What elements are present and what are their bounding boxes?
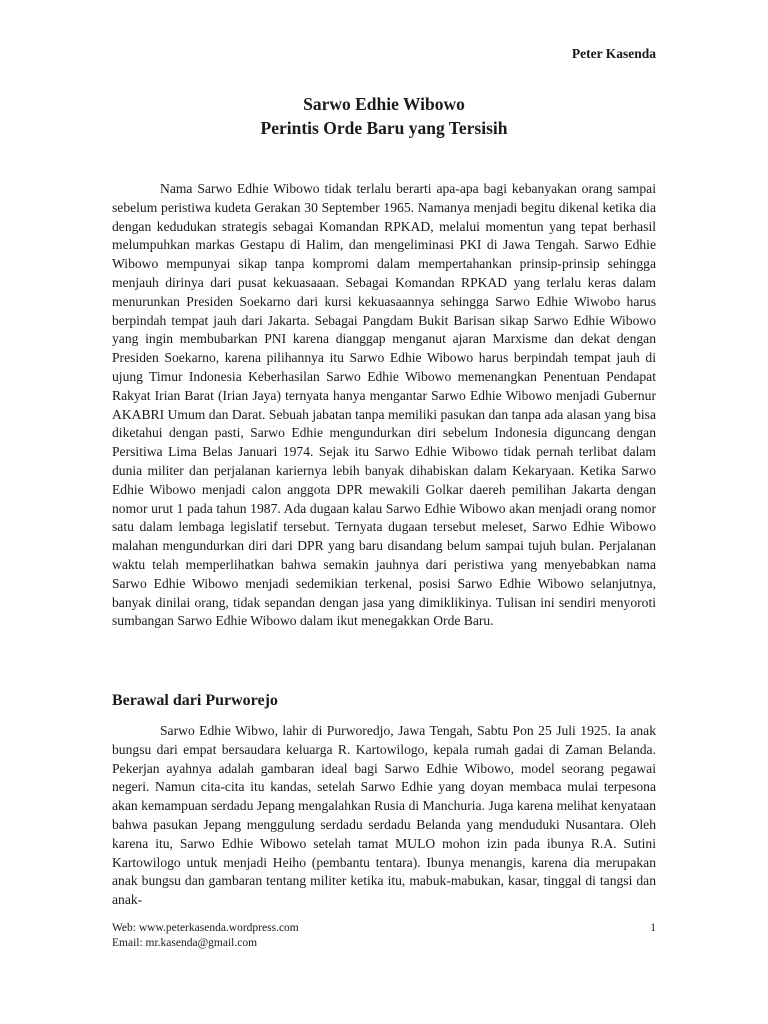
- section-paragraph: Sarwo Edhie Wibwo, lahir di Purworedjo, Jawa Tengah, Sabtu Pon 25 Juli 1925. Ia anak bungsu dari empat bersaudara keluarga R. Kartowilogo, kepala rumah gadai di Zaman Belanda. Pekerjan ayahnya adalah gambaran ideal bagi Sarwo Edhie Wibowo, model seorang pegawai negeri. Namun cita-cita itu kandas, setelah Sarwo Edhie yang doyan membaca mulai terpesona akan kemampuan serdadu Jepang mengalahkan Rusia di Manchuria. Juga karena melihat kenyataan bahwa pasukan Jepang menggulung serdadu serdadu Belanda yang menduduki Nusantara. Oleh karena itu, Sarwo Edhie Wibowo setelah tamat MULO mohon izin pada ibunya R.A. Sutini Kartowilogo untuk menjadi Heiho (pembantu tentara). Ibunya menangis, karena dia merupakan anak bungsu dan gambaran tentang militer ketika itu, mabuk-mabukan, kasar, tinggal di tangsi dan anak-: [112, 723, 656, 908]
- footer-email: Email: mr.kasenda@gmail.com: [112, 937, 258, 949]
- section-heading: Berawal dari Purworejo: [112, 692, 278, 709]
- footer-web: Web: www.peterkasenda.wordpress.com: [112, 922, 299, 934]
- page-footer: [112, 921, 656, 951]
- page-number: 1: [650, 922, 656, 934]
- title-line-2: Perintis Orde Baru yang Tersisih: [260, 118, 508, 138]
- document-title: [0, 92, 768, 140]
- intro-paragraph: Nama Sarwo Edhie Wibowo tidak terlalu berarti apa-apa bagi kebanyakan orang sampai sebelum peristiwa kudeta Gerakan 30 September 1965. Namanya menjadi begitu dikenal ketika dia dengan kedudukan strategis sebagai Komandan RPKAD, melalui momentun yang tepat berhasil melumpuhkan markas Gestapu di Halim, dan mengeliminasi PKI di Jawa Tengah. Sarwo Edhie Wibowo mempunyai sikap tanpa kompromi dalam mempertahankan prinsip-prinsip sehingga menjauh dirinya dari pusat kekuasaaan. Sebagai Komandan RPKAD yang terlalu keras dalam menurunkan Presiden Soekarno dari kursi kekuasaannya sehingga Sarwo Edhie Wiwobo harus berpindah tempat jauh dari Jakarta. Sebagai Pangdam Bukit Barisan sikap Sarwo Edhie Wibowo yang ingin membubarkan PNI karena dianggap menganut ajaran Marxisme dan dekat dengan Presiden Soekarno, karena pilihannya itu Sarwo Edhie Wibowo harus berpindah tempat jauh di ujung Timur Indonesia Keberhasilan Sarwo Edhie Wibowo memenangkan Penentuan Pendapat Rakyat Irian Barat (Irian Jaya) ternyata hanya mengantar Sarwo Edhie Wibowo menjadi Gubernur AKABRI Umum dan Darat. Sebuah jabatan tanpa memiliki pasukan dan tanpa ada alasan yang bisa diketahui dengan pasti, Sarwo Edhie mengundurkan diri sebelum Indonesia diguncang dengan Persitiwa Lima Belas Januari 1974. Sejak itu Sarwo Edhie Wibowo tidak pernah terlibat dalam dunia militer dan perjalanan kariernya lebih banyak dihabiskan dalam Kekaryaan. Ketika Sarwo Edhie Wibowo menjadi calon anggota DPR mewakili Golkar daereh pemilihan Jakarta dengan nomor urut 1 pada tahun 1987. Ada dugaan kalau Sarwo Edhie Wibowo akan menjadi orang nomor satu dalam lembaga legislatif tersebut. Ternyata dugaan tersebut meleset, Sarwo Edhie Wibowo malahan mengundurkan diri dari DPR yang baru disandang belum sampai tujuh bulan. Perjalanan waktu telah memperlihatkan bahwa semakin jauhnya dari peristiwa yang menyebabkan nama Sarwo Edhie Wibowo menjadi sedemikian terkenal, posisi Sarwo Edhie Wibowo selanjutnya, banyak dinilai orang, tidak sepandan dengan jasa yang dimiklikinya. Tulisan ini sendiri menyoroti sumbangan Sarwo Edhie Wibowo dalam ikut menegakkan Orde Baru.: [112, 181, 656, 629]
- section-body: [112, 722, 656, 910]
- author-name: Peter Kasenda: [571, 46, 656, 61]
- title-line-1: Sarwo Edhie Wibowo: [303, 94, 465, 114]
- intro-section: [112, 180, 656, 631]
